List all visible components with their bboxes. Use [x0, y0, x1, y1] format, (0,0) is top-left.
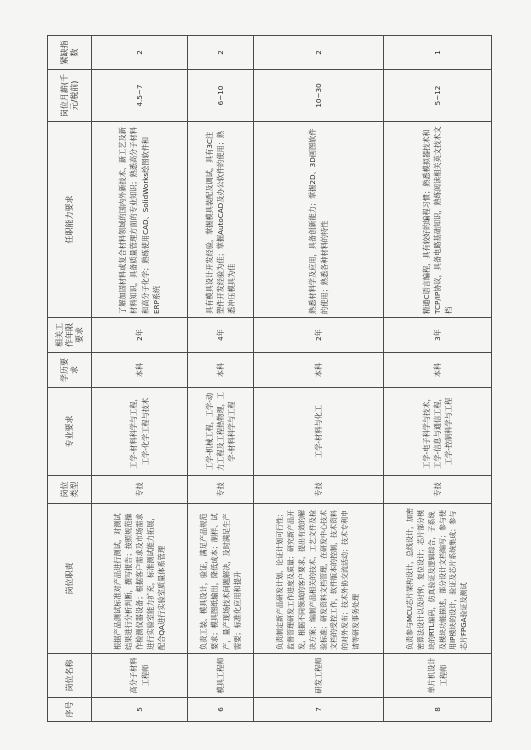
cell-duties: 负责工装、模具设计，验证，满足产品规范要求；模具图纸输出，降低成本；制样、试产，量产现场技术问题解决，及时满足生产需要；标准化应用和提升 — [188, 504, 254, 654]
cell-urgency: 2 — [92, 36, 188, 70]
header-experience: 相关工作年限要求 — [48, 318, 92, 353]
cell-degree: 本科 — [188, 353, 254, 388]
cell-salary: 6~10 — [188, 70, 254, 122]
cell-seq: 5 — [92, 698, 188, 722]
header-urgency: 紧缺指数 — [48, 36, 92, 70]
cell-position: 研发工程师 — [254, 654, 384, 698]
rotated-table-wrapper — [47, 36, 491, 722]
cell-type: 专技 — [188, 476, 254, 504]
cell-urgency: 2 — [254, 36, 384, 70]
cell-experience: 4年 — [188, 318, 254, 353]
cell-position: 高分子材料工程师 — [92, 654, 188, 698]
cell-salary: 4.5~7 — [92, 70, 188, 122]
cell-seq: 8 — [384, 698, 492, 722]
cell-duties: 根据产品测试标准对产品进行测试，对测试结果进行分析判断，撰写报告；按照规范操作检测仪器设备；根据客户需求及市场需求进行实验室能力扩充，标准测试能力拓展，配合QA进行实验室质量体系管理 — [92, 504, 188, 654]
cell-duties: 负责参与MCU芯片架构设计，总线设计，加密密算法设计以及时钟，复位设计；芯片部分模块的RTL编码，仿真验证及逻辑综合，子系统及模块功能描述，部分设计文档编写；参与使用IP模块的设计，验证及芯片系统集成；参与芯片FPGA验证及测试 — [384, 504, 492, 654]
cell-type: 专技 — [92, 476, 188, 504]
header-type: 岗位类型 — [48, 476, 92, 504]
cell-major: 工学-材料科学与工程，工学-化学工程与技术 — [92, 388, 188, 476]
cell-ability: 熟悉材料学及应用，具备创新能力；掌握2D、3D画图软件的使用；熟悉各种材料的特性 — [254, 122, 384, 318]
cell-urgency: 2 — [188, 36, 254, 70]
cell-major: 工学-电子科学与技术，工学-信息与通信工程，工学-控制科学与工程 — [384, 388, 492, 476]
cell-type: 专技 — [254, 476, 384, 504]
table-row — [188, 36, 254, 722]
cell-ability: 了解加固材料或复合材料领域的国内外新技术、新工艺及新材料知识，具备质量管理方面的专业知识；熟悉高分子材料和高分子化学；熟练使用CAD、SolidWorks绘图软件和ERP系统 — [92, 122, 188, 318]
header-major: 专业要求 — [48, 388, 92, 476]
table-row — [92, 36, 188, 722]
cell-major: 工学-机械工程，工学-动力工程及工程热物理，工学-材料科学与工程 — [188, 388, 254, 476]
cell-ability: 精通C语言编程，具有较好的编程习惯；熟悉模拟器技术和TCP/IP协议，具备电路基础知识，熟练阅读相关英文技术文档 — [384, 122, 492, 318]
cell-degree: 本科 — [384, 353, 492, 388]
header-position: 岗位名称 — [48, 654, 92, 698]
cell-type: 专技 — [384, 476, 492, 504]
header-degree: 学历要求 — [48, 353, 92, 388]
cell-salary: 10~30 — [254, 70, 384, 122]
cell-salary: 5~12 — [384, 70, 492, 122]
cell-experience: 2年 — [254, 318, 384, 353]
cell-position: 单片机设计工程师 — [384, 654, 492, 698]
cell-seq: 6 — [188, 698, 254, 722]
cell-degree: 本科 — [92, 353, 188, 388]
cell-duties: 负责制定新产品研发计划、论证计划可行性；监督管理研发工作进度及质量；研究新产品开发，根据不同领域的客户要求，提出有效的解决方案；编制产品相关的技术、工艺文件及检验标准；研发资料文档管理，在研发中心技术文档的受控工作，软件版本的控制，技术资料的对外发布；技术外协交流活动；技术专利申请等研发事务处理 — [254, 504, 384, 654]
cell-experience: 2年 — [92, 318, 188, 353]
table-row — [254, 36, 384, 722]
cell-major: 工学-材料与化工 — [254, 388, 384, 476]
job-requirements-table — [47, 35, 492, 722]
cell-ability: 具有模具设计开发经验，掌握模具装配及调试，具有3C注塑件开发经验为佳；掌握AutoCAD及办公软件的使用；熟悉冲压模具为佳 — [188, 122, 254, 318]
cell-experience: 3年 — [384, 318, 492, 353]
header-seq: 序号 — [48, 698, 92, 722]
cell-degree: 本科 — [254, 353, 384, 388]
table-row — [384, 36, 492, 722]
header-salary: 岗位月薪(千元/税前) — [48, 70, 92, 122]
header-duties: 岗位职责 — [48, 504, 92, 654]
table-header-row — [48, 36, 92, 722]
cell-seq: 7 — [254, 698, 384, 722]
header-ability: 任职能力要求 — [48, 122, 92, 318]
cell-position: 模具工程师 — [188, 654, 254, 698]
cell-urgency: 1 — [384, 36, 492, 70]
